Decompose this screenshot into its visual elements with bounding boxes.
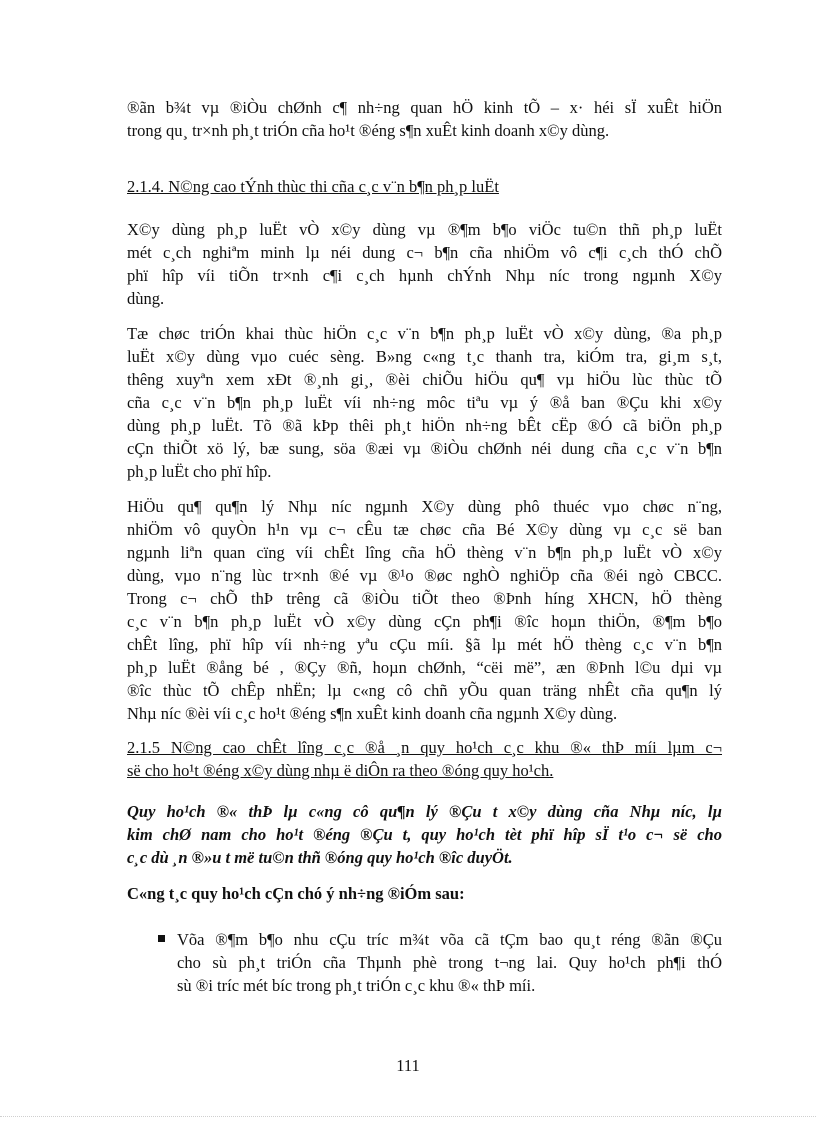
text-line: C«ng t¸c quy ho¹ch cÇn chó ý nh÷ng ®iÓm sau:	[127, 884, 465, 903]
text-line: X©y dùng ph¸p luËt vÒ x©y dùng vµ ®¶m b¶o viÖc tu©n thñ ph¸p luËt	[127, 220, 722, 239]
text-line: Võa ®¶m b¶o nhu cÇu tríc m¾t võa cã tÇm bao qu¸t réng ®ãn ®Çu	[177, 930, 722, 949]
page-bottom-divider	[0, 1116, 816, 1117]
text-line: dùng, vµo n¨ng lùc tr×nh ®é vµ ®¹o ®øc nghÒ nghiÖp cña ®éi ngò CBCC.	[127, 566, 722, 585]
planning-emphasis-paragraph	[127, 800, 722, 869]
text-line: dùng.	[127, 289, 165, 308]
text-line: mét c¸ch nghiªm minh lµ néi dung c¬ b¶n cña nhiÖm vô c¶i c¸ch thÓ chÕ	[127, 243, 722, 262]
section-heading-text: 2.1.4. N©ng cao tÝnh thùc thi cña c¸c v¨n b¶n ph¸p luËt	[127, 177, 499, 196]
paragraph-efficiency	[127, 495, 722, 725]
page-number: 111	[396, 1056, 420, 1075]
text-line: ph¸p luËt cho phï hîp.	[127, 462, 272, 481]
text-line: Tæ chøc triÓn khai thùc hiÖn c¸c v¨n b¶n ph¸p luËt vÒ x©y dùng, ®a ph¸p	[127, 324, 722, 343]
text-line: Trong c¬ chÕ thÞ trêng cã ®iÒu tiÕt theo ®Þnh híng XHCN, hÖ thèng	[127, 589, 722, 608]
text-line: nhiÖm vô quyÒn h¹n vµ c¬ cÊu tæ chøc cña Bé X©y dùng vµ c¸c së ban	[127, 520, 722, 539]
text-line: luËt x©y dùng vµo cuéc sèng. B»ng c«ng t¸c thanh tra, kiÓm tra, gi¸m s¸t,	[127, 347, 722, 366]
text-line: cña c¸c v¨n b¶n ph¸p luËt víi nh÷ng môc tiªu vµ ý ®å ban ®Çu khi x©y	[127, 393, 722, 412]
text-line: chÊt lîng, phï hîp víi nh÷ng yªu cÇu míi. §ã lµ mét hÖ thèng c¸c v¨n b¶n	[127, 635, 722, 654]
paragraph-implementation	[127, 322, 722, 483]
section-heading-2-1-4	[127, 175, 722, 198]
section-heading-text: 2.1.5 N©ng cao chÊt lîng c¸c ®å ¸n quy ho¹ch c¸c khu ®« thÞ míi lµm c¬	[127, 738, 722, 757]
text-line: kim chØ nam cho ho¹t ®éng ®Çu t, quy ho¹ch tèt phï hîp sÏ t¹o c¬ së cho	[127, 825, 722, 844]
planning-notes-heading	[127, 882, 722, 905]
text-line: HiÖu qu¶ qu¶n lý Nhµ níc ngµnh X©y dùng phô thuéc vµo chøc n¨ng,	[127, 497, 722, 516]
section-heading-text: së cho ho¹t ®éng x©y dùng nhµ ë diÔn ra theo ®óng quy ho¹ch.	[127, 761, 554, 780]
bullet-item	[177, 928, 722, 997]
paragraph-lawmaking	[127, 218, 722, 310]
text-line: Nhµ níc ®èi víi c¸c ho¹t ®éng s¶n xuÊt kinh doanh cña ngµnh X©y dùng.	[127, 704, 618, 723]
text-line: cÇn thiÕt xö lý, bæ sung, söa ®æi vµ ®iÒu chØnh néi dung cña c¸c v¨n b¶n	[127, 439, 722, 458]
intro-paragraph	[127, 96, 722, 142]
text-line: dùng ph¸p luËt. Tõ ®ã kÞp thêi ph¸t hiÖn nh÷ng bÊt cËp ®Ó cã biÖn ph¸p	[127, 416, 722, 435]
text-line: ®îc thùc tÕ chÊp nhËn; lµ c«ng cô chñ yÕu quan träng nhÊt cña qu¶n lý	[127, 681, 722, 700]
text-line: c¸c v¨n b¶n ph¸p luËt vÒ x©y dùng cÇn ph¶i ®îc hoµn thiÖn, ®¶m b¶o	[127, 612, 722, 631]
text-line: ph¸p luËt ®ång bé , ®Çy ®ñ, hoµn chØnh, “cëi më”, æn ®Þnh l©u dµi vµ	[127, 658, 722, 677]
text-line: phï hîp víi tiÕn tr×nh c¶i c¸ch hµnh chÝnh Nhµ níc trong ngµnh X©y	[127, 266, 722, 285]
text-line: ngµnh liªn quan cïng víi chÊt lîng cña hÖ thèng v¨n b¶n ph¸p luËt vÒ x©y	[127, 543, 722, 562]
bullet-marker	[158, 935, 165, 942]
section-heading-2-1-5	[127, 736, 722, 782]
text-line: trong qu¸ tr×nh ph¸t triÓn cña ho¹t ®éng s¶n xuÊt kinh doanh x©y dùng.	[127, 121, 610, 140]
text-line: c¸c dù ¸n ®»u t më tu©n thñ ®óng quy ho¹ch ®îc duyÖt.	[127, 848, 513, 867]
text-line: cho sù ph¸t triÓn cña Thµnh phè trong t¬ng lai. Quy ho¹ch ph¶i thÓ	[177, 953, 722, 972]
text-line: ®ãn b¾t vµ ®iÒu chØnh c¶ nh÷ng quan hÖ kinh tÕ – x· héi sÏ xuÊt hiÖn	[127, 98, 722, 117]
text-line: thêng xuyªn xem xÐt ®¸nh gi¸, ®èi chiÕu hiÖu qu¶ vµ hiÖu lùc thùc tÕ	[127, 370, 722, 389]
text-line: sù ®i tríc mét bíc trong ph¸t triÓn c¸c khu ®« thÞ míi.	[177, 976, 536, 995]
text-line: Quy ho¹ch ®« thÞ lµ c«ng cô qu¶n lý ®Çu t x©y dùng cña Nhµ níc, lµ	[127, 802, 722, 821]
